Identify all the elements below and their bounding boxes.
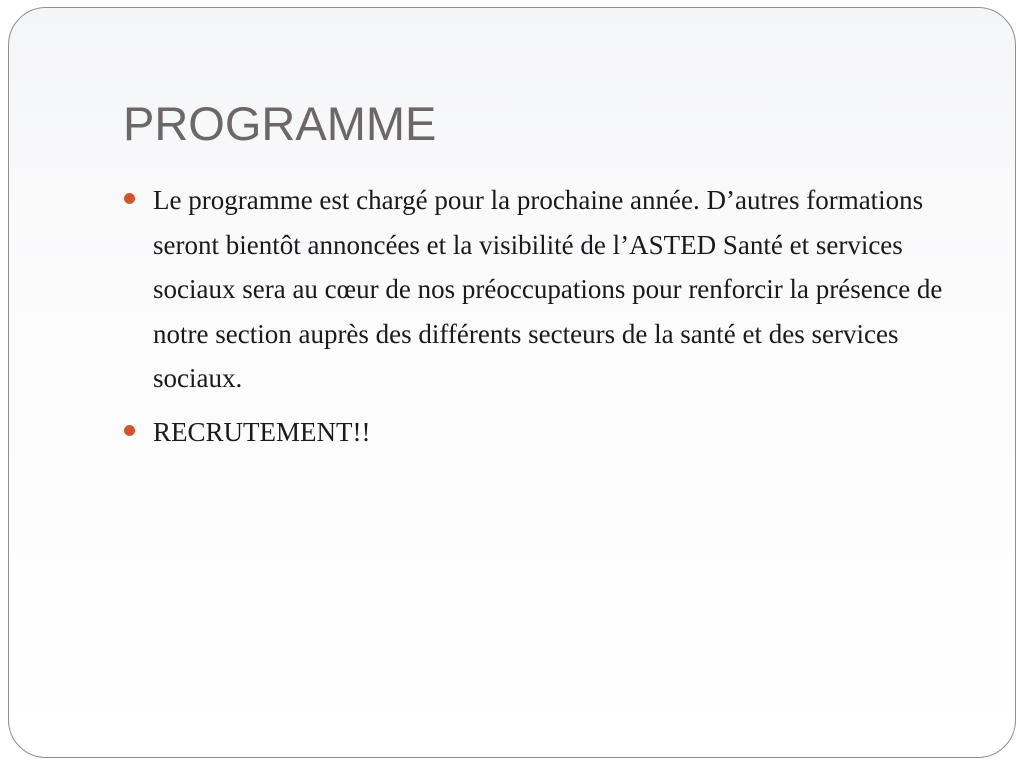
- bullet-dot-icon: [124, 193, 135, 204]
- bullet-text: Le programme est chargé pour la prochaine année. D’autres formations seront bientôt annoncées et la visibilité de l’ASTED Santé et services sociaux sera au cœur de nos préoccupations pour renforcir la présence de notre section auprès des différents secteurs de la santé et des services sociaux.: [153, 185, 943, 393]
- bullet-text: RECRUTEMENT!!: [153, 416, 371, 447]
- bullet-item: [153, 410, 963, 455]
- bullet-item: [153, 178, 963, 401]
- bullet-list: [153, 178, 963, 463]
- slide-frame: [8, 7, 1016, 758]
- bullet-dot-icon: [124, 425, 135, 436]
- slide-title: PROGRAMME: [123, 97, 437, 150]
